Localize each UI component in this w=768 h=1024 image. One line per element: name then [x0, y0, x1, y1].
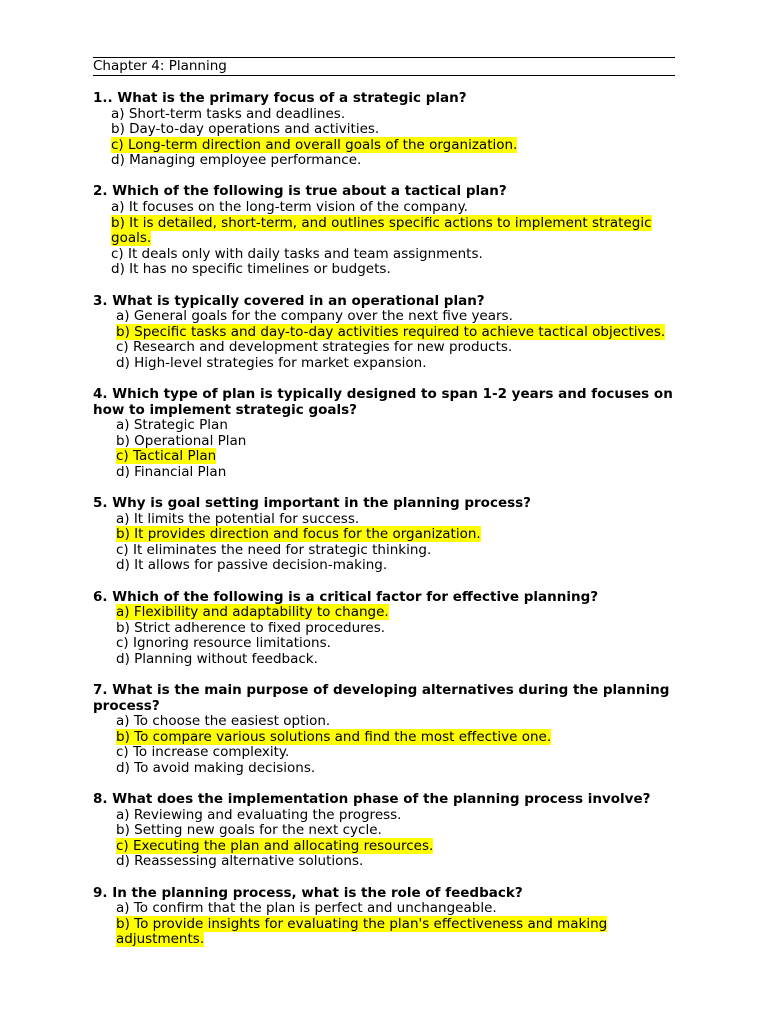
answer-option: [116, 636, 675, 652]
option-text: c) Tactical Plan: [116, 448, 217, 465]
answer-option: [111, 247, 675, 263]
answer-option: [116, 823, 675, 839]
question-text: 1.. What is the primary focus of a strategic plan?: [93, 90, 467, 106]
option-text: d) Financial Plan: [116, 463, 227, 480]
option-text: b) To provide insights for evaluating the plan's effectiveness and making adjustments.: [116, 915, 608, 948]
question-text: 4. Which type of plan is typically designed to span 1-2 years and focuses on how to implement strategic goals?: [93, 386, 673, 418]
option-text: b) Strict adherence to fixed procedures.: [116, 619, 386, 636]
option-text: c) Research and development strategies for new products.: [116, 339, 513, 356]
answer-option-correct: [116, 917, 675, 948]
answer-option: [116, 854, 675, 870]
question-item: [93, 886, 675, 948]
option-text: d) It allows for passive decision-making.: [116, 557, 388, 574]
option-text: b) To compare various solutions and find the most effective one.: [116, 728, 552, 745]
answer-option: [111, 107, 675, 123]
option-text: d) To avoid making decisions.: [116, 759, 316, 776]
option-text: a) To choose the easiest option.: [116, 713, 331, 730]
option-list: [93, 418, 675, 480]
option-text: c) Executing the plan and allocating resources.: [116, 837, 434, 854]
option-text: d) Reassessing alternative solutions.: [116, 853, 364, 870]
answer-option-correct: [116, 839, 675, 855]
question-item: [93, 184, 675, 278]
option-text: b) Setting new goals for the next cycle.: [116, 822, 382, 839]
question-text: 6. Which of the following is a critical factor for effective planning?: [93, 588, 599, 605]
answer-option: [111, 200, 675, 216]
option-text: a) It limits the potential for success.: [116, 510, 360, 527]
question-text: 7. What is the main purpose of developing alternatives during the planning process?: [93, 682, 670, 714]
option-list: [93, 901, 675, 948]
option-text: b) Specific tasks and day-to-day activities required to achieve tactical objectives.: [116, 323, 666, 340]
option-list: [93, 808, 675, 870]
question-list: [93, 91, 675, 963]
question-item: [93, 683, 675, 777]
option-list: [93, 714, 675, 776]
option-text: d) Planning without feedback.: [116, 650, 318, 667]
answer-option-correct: [111, 216, 675, 247]
question-item: [93, 294, 675, 372]
answer-option: [116, 340, 675, 356]
option-text: d) It has no specific timelines or budgets.: [111, 261, 391, 278]
option-text: d) Managing employee performance.: [111, 152, 362, 169]
question-text: 2. Which of the following is true about a tactical plan?: [93, 183, 507, 200]
answer-option-correct: [116, 325, 675, 341]
answer-option: [116, 543, 675, 559]
answer-option: [116, 465, 675, 481]
answer-option: [116, 714, 675, 730]
answer-option-correct: [116, 730, 675, 746]
question-text: 3. What is typically covered in an operational plan?: [93, 292, 485, 309]
answer-option: [116, 434, 675, 450]
option-text: c) To increase complexity.: [116, 744, 290, 761]
answer-option: [111, 153, 675, 169]
answer-option: [116, 558, 675, 574]
answer-option: [116, 745, 675, 761]
answer-option-correct: [116, 527, 675, 543]
option-text: a) Strategic Plan: [116, 417, 228, 434]
option-text: a) Flexibility and adaptability to change.: [116, 604, 389, 621]
option-text: b) It is detailed, short-term, and outlines specific actions to implement strategic goals.: [111, 214, 652, 247]
answer-option-correct: [116, 605, 675, 621]
answer-option: [111, 122, 675, 138]
option-text: d) High-level strategies for market expansion.: [116, 354, 427, 371]
answer-option: [116, 761, 675, 777]
answer-option: [116, 309, 675, 325]
answer-option: [116, 621, 675, 637]
option-list: [93, 200, 675, 278]
option-text: b) Day-to-day operations and activities.: [111, 121, 380, 138]
answer-option: [116, 512, 675, 528]
answer-option: [116, 901, 675, 917]
question-text: 8. What does the implementation phase of the planning process involve?: [93, 791, 651, 808]
option-text: a) To confirm that the plan is perfect and unchangeable.: [116, 900, 497, 917]
answer-option: [116, 356, 675, 372]
answer-option: [111, 262, 675, 278]
option-list: [93, 107, 675, 169]
option-text: c) Long-term direction and overall goals of the organization.: [111, 136, 518, 153]
question-text: 9. In the planning process, what is the role of feedback?: [93, 884, 523, 901]
question-text: 5. Why is goal setting important in the planning process?: [93, 495, 532, 512]
answer-option-correct: [111, 138, 675, 154]
option-text: c) It deals only with daily tasks and team assignments.: [111, 245, 483, 262]
question-item: [93, 792, 675, 870]
option-text: a) It focuses on the long-term vision of the company.: [111, 199, 468, 216]
answer-option: [116, 418, 675, 434]
option-text: a) General goals for the company over the next five years.: [116, 308, 513, 325]
option-text: a) Short-term tasks and deadlines.: [111, 105, 346, 122]
page-header: Chapter 4: Planning: [93, 57, 675, 76]
option-text: b) Operational Plan: [116, 432, 247, 449]
option-text: b) It provides direction and focus for the organization.: [116, 526, 481, 543]
option-text: c) It eliminates the need for strategic thinking.: [116, 541, 432, 558]
question-item: [93, 91, 675, 169]
option-list: [93, 605, 675, 667]
question-item: [93, 387, 675, 481]
question-item: [93, 496, 675, 574]
answer-option: [116, 652, 675, 668]
option-text: c) Ignoring resource limitations.: [116, 635, 331, 652]
option-list: [93, 309, 675, 371]
option-text: a) Reviewing and evaluating the progress.: [116, 806, 402, 823]
answer-option: [116, 808, 675, 824]
question-item: [93, 590, 675, 668]
option-list: [93, 512, 675, 574]
answer-option-correct: [116, 449, 675, 465]
